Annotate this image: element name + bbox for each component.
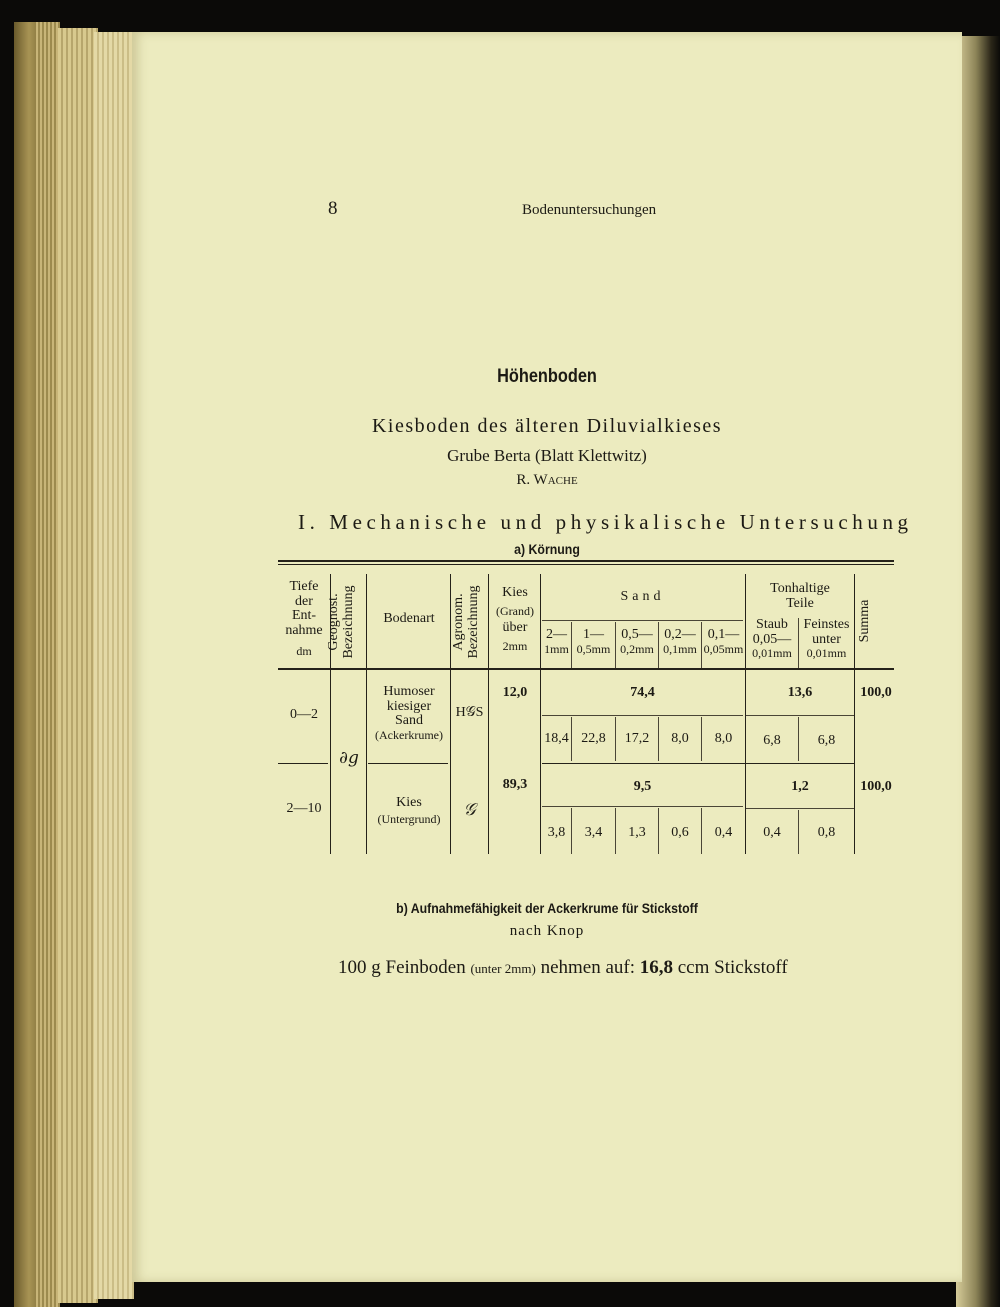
- row1-sand-total: 74,4: [630, 685, 655, 700]
- header-tonhaltige: [746, 582, 854, 611]
- row2-kies: 89,3: [502, 777, 528, 792]
- row1-kies: 12,0: [502, 685, 528, 700]
- geognost-symbol: ∂g: [339, 748, 359, 768]
- header-sand-fraction-line: 0,5—: [621, 627, 653, 642]
- row-divider: [542, 763, 854, 764]
- bodenart-row-divider: [368, 763, 448, 764]
- header-depth-line: nahme: [285, 623, 323, 639]
- row2-bodenart-line: (Untergrund): [377, 811, 441, 826]
- header-sand-fraction-line: 0,1mm: [663, 641, 697, 656]
- row1-bodenart-line: (Ackerkrume): [375, 728, 443, 743]
- running-head: Bodenuntersuchungen: [522, 202, 657, 218]
- header-rule: [278, 668, 894, 670]
- header-agronom-line: Bezeichnung: [465, 585, 481, 659]
- header-depth-line: Ent-: [291, 608, 317, 624]
- row1-bodenart-line: Sand: [395, 713, 423, 729]
- header-geognost-line: Bezeichnung: [340, 585, 356, 659]
- row1-sand-value: 18,4: [544, 731, 569, 746]
- header-summa: Summa: [857, 599, 872, 643]
- row2-feinstes: 0,8: [817, 825, 836, 840]
- header-geognost-line: Geognost.: [326, 593, 341, 651]
- header-depth-line: Tiefe: [289, 579, 319, 594]
- row2-sand-total: 9,5: [633, 779, 652, 794]
- row2-sand-value: 0,6: [671, 825, 689, 840]
- ton-row-rule: [746, 808, 854, 809]
- ton-row-rule: [746, 715, 854, 716]
- row2-depth: 2—10: [286, 801, 322, 816]
- row2-sand-value: 3,4: [584, 825, 603, 840]
- header-sand-fraction-line: 0,5mm: [576, 641, 611, 656]
- header-sand-fraction-line: 1mm: [544, 641, 569, 656]
- row2-bodenart-line: Kies: [396, 795, 422, 810]
- row1-staub: 6,8: [763, 733, 781, 748]
- row2-ton-total: 1,2: [791, 779, 809, 794]
- table-top-rule: [278, 560, 894, 562]
- result-mid: nehmen auf:: [540, 957, 635, 978]
- header-staub-line: Staub: [756, 617, 788, 632]
- header-sand-fraction: [572, 628, 615, 655]
- subsection-heading-b: b) Aufnahmefähigkeit der Ackerkrume für Stickstoff: [396, 900, 698, 916]
- header-staub-line: 0,01mm: [752, 646, 792, 661]
- method-note: nach Knop: [509, 923, 585, 939]
- header-sand-fraction-line: 0,2—: [664, 627, 696, 642]
- result-value: 16,8: [639, 957, 673, 978]
- result-prefix: 100 g Feinboden: [338, 957, 466, 978]
- grain-size-table: [278, 560, 894, 860]
- row1-sand-value: 8,0: [714, 731, 733, 746]
- header-sand-fraction-line: 0,05mm: [703, 641, 744, 656]
- row1-sand-value: 22,8: [581, 731, 606, 746]
- header-sand-fraction: [702, 628, 745, 655]
- page-edges: [36, 22, 60, 1307]
- header-kies-line: über: [502, 620, 528, 636]
- page-number: 8: [328, 198, 338, 219]
- header-sand: Sand: [620, 589, 665, 604]
- column-rule: [488, 574, 489, 854]
- book-scan: [14, 22, 1000, 1307]
- header-bodenart: Bodenart: [383, 611, 435, 626]
- header-kies-size: 2mm: [502, 638, 528, 653]
- header-kies-line: Kies: [502, 585, 528, 600]
- row1-depth: 0—2: [290, 707, 318, 722]
- header-agronom: [452, 576, 486, 668]
- header-sand-fraction: [542, 628, 571, 655]
- row1-summa: 100,0: [860, 685, 892, 700]
- row2-agronom-symbol: 𝒢: [463, 800, 476, 820]
- header-sand-fraction-line: 0,2mm: [620, 641, 654, 656]
- header-geognost: [327, 576, 361, 668]
- row2-sand-value: 3,8: [547, 825, 566, 840]
- row1-sand-value: 17,2: [624, 731, 650, 746]
- header-kies-line: (Grand): [496, 603, 534, 618]
- soil-type-title: Kiesboden des älteren Diluvialkieses: [371, 415, 723, 437]
- row2-summa: 100,0: [860, 779, 892, 794]
- author: R. Wache: [516, 472, 578, 488]
- depth-row-divider: [278, 763, 328, 764]
- book-gutter: [956, 36, 1000, 1307]
- header-feinstes-line: 0,01mm: [806, 646, 847, 661]
- header-sand-fraction: [659, 628, 701, 655]
- row1-bodenart: [368, 685, 450, 742]
- section-title: Höhenboden: [497, 366, 597, 387]
- header-depth-line: der: [295, 593, 313, 609]
- row2-sand-value: 0,4: [714, 825, 733, 840]
- column-rule: [854, 574, 855, 854]
- column-rule: [540, 574, 541, 854]
- row1-bodenart-line: Humoser: [383, 684, 435, 699]
- row1-sand-value: 8,0: [671, 731, 689, 746]
- header-staub: [746, 618, 798, 660]
- header-tonhaltige-line: Teile: [786, 595, 814, 611]
- header-depth-unit: dm: [296, 643, 312, 658]
- header-kies: [490, 584, 540, 654]
- site-location: Grube Berta (Blatt Klettwitz): [447, 446, 647, 465]
- header-depth: [278, 580, 330, 657]
- header-sand-fraction: [616, 628, 658, 655]
- sand-row-rule: [542, 715, 743, 716]
- header-agronom-line: Agronom.: [451, 593, 466, 651]
- column-rule: [366, 574, 367, 854]
- row2-bodenart: [368, 796, 450, 825]
- row1-feinstes: 6,8: [817, 733, 836, 748]
- header-feinstes-line: Feinstes: [803, 617, 850, 632]
- header-feinstes: [799, 618, 854, 660]
- row1-ton-total: 13,6: [787, 685, 813, 700]
- header-sand-fraction-line: 1—: [583, 627, 604, 642]
- row2-sand-value: 1,3: [628, 825, 646, 840]
- column-rule: [745, 574, 746, 854]
- header-staub-line: 0,05—: [752, 631, 792, 647]
- table-top-rule: [278, 564, 894, 565]
- header-feinstes-line: unter: [812, 631, 841, 647]
- result-unit: ccm Stickstoff: [677, 957, 788, 978]
- book-page: [132, 32, 962, 1282]
- part-heading: I. Mechanische und physikalische Untersuchung: [298, 510, 913, 534]
- page-edges: [94, 32, 134, 1299]
- row1-bodenart-line: kiesiger: [386, 698, 432, 714]
- header-tonhaltige-line: Tonhaltige: [770, 581, 830, 596]
- sand-subheader-rule: [542, 620, 743, 621]
- subsection-heading: a) Körnung: [514, 541, 580, 557]
- result-size-note: (unter 2mm): [470, 961, 536, 976]
- sand-row-rule: [542, 806, 743, 807]
- page-edges: [58, 28, 98, 1303]
- row1-agronom-symbol: H𝒢S: [455, 705, 484, 720]
- header-sand-fraction-line: 0,1—: [707, 627, 740, 642]
- header-sand-fraction-line: 2—: [546, 627, 567, 642]
- nitrogen-result: [338, 957, 788, 979]
- row2-staub: 0,4: [763, 825, 781, 840]
